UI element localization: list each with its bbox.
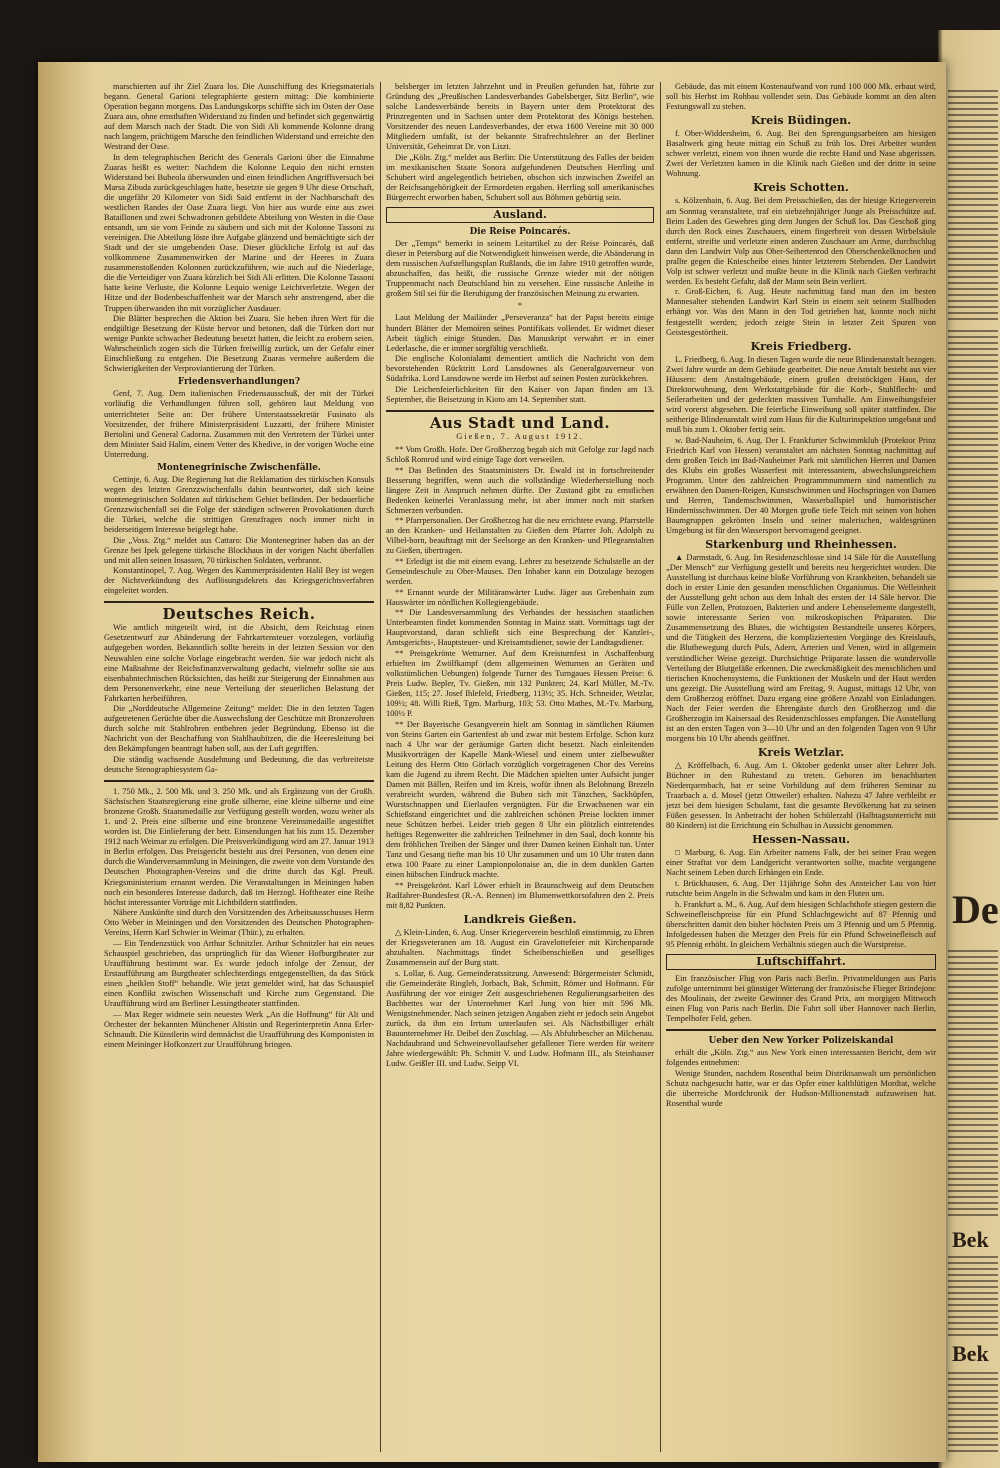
article-paragraph: L. Friedberg, 6. Aug. In diesen Tagen wurde die neue Blindenanstalt bezogen. Zwei Jahre wurde an dem Gebäude gearbeitet. Die neue Anstalt besteht aus vier Häusern: dem Anstaltsgebäude, einem großen dreistöckigen Haus, der Direktorwohnung, dem Werkstattgebäude für die Korb-, Stuhlflecht- und Seilerarbeiten und der gedeckten massiven Turnhalle. Am Einweihungsfeier wird vorerst abgesehen. Die feierliche Einweihung soll später stattfinden. Die seitherige Blindenanstalt wird zum Haus für die Kulturinspektion umgebaut und muß bis zum 1. Oktober fertig sein.	[666, 354, 936, 434]
article-paragraph: Nähere Auskünfte sind durch den Vorsitzenden des Arbeitsausschusses Herrn Otto Weber in Meiningen und den Vorsitzenden des Deutschen Photographen-Vereins, Herrn Karl Schwier in Weimar (Thür.), zu erhalten.	[104, 908, 374, 938]
adjacent-page-text-block	[948, 1256, 998, 1336]
section-rule	[666, 1029, 936, 1031]
adjacent-page-text-block	[948, 590, 998, 820]
adjacent-page-text-block	[948, 1372, 998, 1452]
article-paragraph: Die englische Kolonialamt dementiert amtlich die Nachricht von dem bevorstehenden Rücktritt Lord Lansdownes als Generalgouverneur von Südafrika. Lord Lansdowne werde im Herbst auf seinen Posten zurückkehren.	[386, 354, 654, 384]
region-heading: Landkreis Gießen.	[463, 913, 577, 927]
article-paragraph: In dem telegraphischen Bericht des Generals Garioni über die Einnahme Zuaras heißt es weiter: Nachdem die Kolonne Lequio den nicht ernsten Widerstand bei Bubeola überwunden und einen feindlichen Angriffsversuch bei Marsa Zibuda zurückgeschlagen hatte, besetzte sie gegen 9 Uhr diese Ortschaft, die ungefähr 20 Kilometer von Sidi Said entfernt in der Nachbarschaft des westlichen Randes der Oase Zuara liegt. Von hier aus wurde eine aus zwei Bataillonen und zwei Schwadronen gebildete Abteilung von Westen in die Oase entsandt, um sie vom Feinde zu säubern und sich mit der Kolonne Tassoni zu vereinigen. Die Abteilung löste ihre Aufgabe glänzend und bemächtigte sich der Stadt und der sie umgebenden Oase. Dieser glückliche Erfolg ist auf das vollkommene Zusammenwirken der Marine und der Heeres in Zuara zusammenstoßenden Kolonnen zurückzuführen, wie auch auf die Niederlage, die die Verteidiger von Zuara kürzlich bei Sidi Ali erlitten. Die Kolonne Tassoni hatte keine Verluste, die Kolonne Lequio wenige Leichtverletzte. Wegen der Hitze und der Bodenbeschaffenheit war der Marsch sehr anstrengend, aber die Truppen überwanden ihn mit vorzüglicher Ausdauer.	[104, 152, 374, 313]
article-paragraph: ** Vom Großh. Hofe. Der Großherzog begab sich mit Gefolge zur Jagd nach Schloß Romrod und wird einige Tage dort verweilen.	[386, 445, 654, 465]
article-heading: Die Reise Poincarés.	[469, 227, 571, 238]
region-heading: Kreis Wetzlar.	[757, 745, 845, 759]
adjacent-page-text-block	[948, 90, 998, 320]
article-paragraph: ** Pfarrpersonalien. Der Großherzog hat die neu errichtete evang. Pfarrstelle an den Kranken- und Heilanstalten zu Gießen dem Pfarrer Joh. Adolph zu Vilbel-born, beauftragt mit der Seelsorge an den Kranken- und Pflegeanstalten zu Gießen, übertragen.	[386, 516, 654, 556]
section-heading: Deutsches Reich.	[162, 605, 316, 624]
article-paragraph: belsberger im letzten Jahrzehnt und in Preußen gefunden hat, führte zur Gründung des „Preußischen Landesverbandes Gabelsberger, Sitz Berlin“, wie solche Landesverbände bereits in Bayern unter dem Protektorat des Prinzregenten und in Sachsen unter dem Protektorat des Königs bestehen. Vorsitzender des neuen Landesverbandes, der etwa 1600 Vereine mit 30 000 Mitgliedern umfaßt, ist der bekannte Strafrechtslehrer an der Berliner Universität, Geheimrat Dr. von Liszt.	[386, 82, 654, 152]
column-3	[666, 82, 936, 1452]
article-paragraph: Laut Meldung der Mailänder „Perseveranza“ hat der Papst bereits einige hundert Blätter der Memoiren seines Pontifikats vollendet. Er widmet dieser Arbeit täglich einige Stunden. Das Manuskript verwahrt er in einer Lederlasche, die er immer sorgfältig verschließt.	[386, 313, 654, 353]
article-paragraph: Die ständig wachsende Ausdehnung und Bedeutung, die das verbreitetste deutsche Stenographiesystem Ga-	[104, 755, 374, 775]
column-divider	[380, 82, 381, 1452]
article-paragraph: Die „Norddeutsche Allgemeine Zeitung“ meldet: Die in den letzten Tagen aufgetretenen Gerüchte über die Auswechslung der Geschütze mit Bronzerohren durch solche mit Stahlrohren entbehren jeder Begründung. Ebenso ist die Nachricht von der Beschaffung von Stahlhaubitzen, die die Heeresleitung bei den Bekämpfungen beantragt haben soll, aus der Luft gegriffen.	[104, 704, 374, 754]
article-paragraph: f. Ober-Widdersheim, 6. Aug. Bei den Sprengungsarbeiten am hiesigen Basaltwerk ging heute mittag ein Schuß zu früh los. Drei Arbeiter wurden schwer verletzt, einem von ihnen wurde die rechte Hand und Nase abgerissen. Zwei der Verletzten kamen in die Klinik nach Gießen und der dritte in seine Wohnung.	[666, 129, 936, 179]
section-rule	[386, 410, 654, 412]
article-paragraph: Ein französischer Flug von Paris nach Berlin. Privatmeldungen aus Paris zufolge unternimmt bei günstiger Witterung der französische Flieger Brindejonc des Moulinais, der zweite Gewinner des Grand Prix, am morgigen Mittwoch einen Flug von Paris nach Berlin. Die Fahrt soll über Hannover nach Berlin, Tempelhofer Feld, gehen.	[666, 973, 936, 1024]
article-paragraph: Wenige Stunden, nachdem Rosenthal beim Distriktsanwalt um persönlichen Schutz nachgesucht hatte, war er das Opfer einer kaltblütigen Mordtat, welche die überreiche Mordchronik der Hudson-Millionenstadt aufzuweisen hat. Rosenthal wurde	[666, 1068, 936, 1108]
region-heading: Kreis Büdingen.	[750, 114, 852, 128]
article-paragraph: ** Erledigt ist die mit einem evang. Lehrer zu besetzende Schulstelle an der Gemeindeschule zu Ober-Mauses. Den Inhaber kann ein Dotzulage bezogen werden.	[386, 557, 654, 587]
boxed-section-heading: Luftschiffahrt.	[666, 954, 936, 970]
article-paragraph: s. Kölzenhain, 6. Aug. Bei dem Preisschießen, das der hiesige Kriegerverein am Sonntag veranstaltete, traf ein siebzehnjähriger Junge als Preisschütze auf. Beim Laden des Gewehres ging dem Jungen der Schuß los. Das Geschoß ging durch den Rock eines Zuschauers, einem fingerbreit von dessen Wirbelsäule entfernt, streifte und verletzte einen anderen Zuschauer am Arme, durchschlug dann den Landwirt Volp aus Ober-Seibertenrod den Oberschenkelknochen und prallte gegen die Kniescheibe eines hinter letzterem Stehenden. Der Landwirt Volp ist schwer verletzt und mußte heute in die Klinik nach Gießen verbracht werden. Es besteht Gefahr, daß der Mann sein Bein verliert.	[666, 196, 936, 286]
region-heading: Hessen-Nassau.	[752, 833, 850, 847]
article-paragraph: — Max Reger widmete sein neuestes Werk „An die Hoffnung“ für Alt und Orchester der bekannten Münchener Altistin und Regerinterpretin Anna Erler-Schnaudt. Die Künstlerin wird demnächst die Uraufführung des Komponisten in einem Meininger Hofkonzert zur Uraufführung bringen.	[104, 1009, 374, 1049]
page-binding-shadow	[38, 62, 90, 1462]
article-paragraph: Wie amtlich mitgeteilt wird, ist die Absicht, dem Reichstag einen Gesetzentwurf zur Abänderung der Fahrkartensteuer vorzulegen, vorläufig aufgegeben worden. Bekanntlich sollte bereits in der letzten Session vor den Neuwahlen eine solche Vorlage eingebracht werden. Sie war jedoch nicht als eine Maßnahme der Reichsfinanzverwaltung gedacht, vielmehr sollte sie aus eisenbahntechnischen Rücksichten, das heißt zur Steigerung der Einnahmen aus dem Personenverkehr, eine neue Verteilung der steuerlichen Belastung der Fahrkarten herbeiführen.	[104, 623, 374, 703]
article-paragraph: 1. 750 Mk., 2. 500 Mk. und 3. 250 Mk. und als Ergänzung von der Großh. Sächsischen Staatsregierung eine große silberne, eine kleine silberne und eine bronzene Großh. Staatsmedaille zur Verfügung gestellt worden, wozu weiter als 1. und 2. Preis eine silberne und eine bronzene Vereinsmedaille angestiftet worden ist. Die Einlieferung der betr. Einsendungen hat bis zum 15. Dezember 1912 nach Weimar zu erfolgen. Die Preisverkündigung wird am 27. Januar 1913 in Berlin erfolgen. Das Preisgericht besteht aus drei Personen, von denen eine durch die Wanderversammlung in Meiningen, die zweite von dem Vorstande des Deutschen Photographen-Vereins und die dritte durch das Kgl. Preuß. Kriegsministerium ernannt werden. Die Veranstaltungen in Meiningen haben noch ein besonderes Interesse dadurch, daß im Herzogl. Hoftheater eine Reihe höchst interessanter Vorträge mit Lichtbildern stattfinden.	[104, 787, 374, 907]
article-heading: Ueber den New Yorker Polizeiskandal	[708, 1036, 894, 1047]
region-heading: Kreis Friedberg.	[750, 339, 852, 353]
article-paragraph: ▲ Darmstadt, 6. Aug. Im Residenzschlosse sind 14 Säle für die Ausstellung „Der Mensch“ zur Verfügung gestellt und bereits neu hergerichtet worden. Die Ausstellung ist durchaus keine bloße Vorführung von Krankheiten, behandelt sie doch in erster Linie den gesunden menschlichen Organismus. Die Welleinheit der Ausstellung geht schon aus dem Inhalt des ersten der 14 Säle hervor. Die Fülle von Zellen, Protozoen, Bakterien und andere Lebenselemente dargestellt, sowie interessante Serien von mikroskopischen Präparaten. Die Zusammensetzung des Blutes, die wichtigsten Bestandteile unseres Körpers, und die Tätigkeit des Herzens, die kompliziertesten Vorgänge des Kreislaufs, die Blutbewegung durch Puls, Adern, Arterien und Venen, wird in allgemein verständlicher Weise gezeigt. Durchsichtige Präparate lassen die wundervolle Verteilung der Blutgefäße erkennen. Die zweckmäßigkeit des menschlichen und tierischen Knochensystems, die Funktionen der Muskeln und der Haut werden uns gezeigt. Die Ausstellung wird am Freitag, 9. August, mittags 12 Uhr, von dem Großherzog eröffnet. Dazu ergang eine größere Anzahl von Einladungen. Nach der Feier werden die Ehrengäste durch den Großherzog und die Großherzogin im Kaisersaal des Residenzschlosses empfangen. Die Ausstellung ist an den ersten Tagen von 3—10 Uhr und an den folgenden Tagen von 9 Uhr morgens bis 10 Uhr abends geöffnet.	[666, 553, 936, 743]
article-paragraph: Konstantinopel, 7. Aug. Wegen des Kammerpräsidenten Halil Bey ist wegen der Nichtverkündung des Auflösungsdekrets das Kriegsgerichtsverfahren eingeleitet worden.	[104, 566, 374, 596]
article-paragraph: △ Kröffelbach, 6. Aug. Am 1. Oktober gedenkt unser alter Lehrer Joh. Büchner in den Ruhestand zu treten. Geboren im benachbarten Niederquembach, hat er seine Vorbildung auf dem früheren Seminar zu Traarbach a. d. Mosel (jetzt Ottweiler) erhalten. Nahezu 47 Jahre verbleibt er jetzt bei dem hiesigen Schulamt, fast die gesamte Bevölkerung hat zu seinen Füßen gesessen. In Anbetracht der hohen Schülerzahl (Halbtagsunterricht mit 80 Kindern) ist die Errichtung ein Schulbau in Aussicht genommen.	[666, 761, 936, 831]
article-paragraph: r. Groß-Eichen, 6. Aug. Heute nachmittag fand man den im besten Mannesalter stehenden Landwirt Karl Stein in einem seit seinem Stallboden erhängt vor. Was den Mann in den Tod getrieben hat, konnte noch nicht festgestellt werden; jedoch zeigte Stein in letzter Zeit Spuren von Geistesgestörtheit.	[666, 287, 936, 337]
article-paragraph: t. Brückhausen, 6. Aug. Der 11jährige Sohn des Ansteicher Lau von hier rutschte beim Angeln in die Schwalm und kam in den Fluten um.	[666, 879, 936, 899]
article-paragraph: Die „Köln. Ztg.“ meldet aus Berlin: Die Unterstützung des Falles der beiden im mexikanischen Staate Sonora aufgefundenen Deutschen Herrling und Schubert wird angelegentlich betrieben, obschon sich inzwischen Zweifel an der Reichsangehörigkeit der Ermordeten ergaben. Herrling soll amerikanisches Bürgerrecht erworben haben, Schubert soll aus Böhmen gebürtig sein.	[386, 152, 654, 203]
article-heading: Friedensverhandlungen?	[177, 377, 301, 388]
article-paragraph: s. Lollar, 6. Aug. Gemeinderatssitzung. Anwesend: Bürgermeister Schmidt, die Gemeinderäte Ringleb, Jorbach, Bak, Schmitt, Römer und Hofmann. Für Ausführung der vor einiger Zeit ausgeschriebenen Regulierungsarbeiten des Bachbettes war der Unternehmer Karl Jung von hier mit 596 Mk. Wenigstnehmender. Nach seinen jetzigen Angaben zieht er jedoch sein Angebot zurück, da ihm ein Irrtum unterlaufen sei. Als Nächstbilliger erhält Bauunternehmer Hr. Deibel den Zuschlag. — Als Abfuhrbescher an Milchenau. Nachdaubrand und Schweinevollaufseher gefallener Tiere werden für weitere Jahre wiedergewählt: Ph. Schmitt V. und Ludw. Hofmann III., als Steinhauser Ludw. Geißler III. und Ludw. Seipp VI.	[386, 968, 654, 1069]
article-paragraph: ** Der Bayerische Gesangverein hielt am Sonntag in sämtlichen Räumen von Steins Garten ein Gartenfest ab und zwar mit bestem Erfolge. Schon kurz nach 4 Uhr war der geräumige Garten dicht besetzt. Nach einleitenden Musikvorträgen der Kapelle Mank-Wiesel und einem unter zielbewußter Leitung des Herrn Otto Görlach vorzüglich vorgetragenen Chor des Vereins kam die Jugend zu ihrem Recht. Die Mädchen spielten unter Aufsicht junger Damen mit Bällen, Reifen und im Kreis, wofür ihnen als Belohnung Brezeln verabreicht wurden, während die Buben sich mit Tänzchen, Sackhüpfen, Wurstschnappen und Eierlaufen vergnügten. Für die Erwachsenen war ein Schießstand eingerichtet und die zahlreichen schönen Preise lockten immer neue Schützen herbei. Leider trieb gegen 8 Uhr ein plötzlich eintretendes heftiges Regenwetter die zahlreichen Teilnehmer in den Saal, doch konnte bis dem fröhlichen Treiben der Sänger und ihrer Damen keinen Einhalt tun. Unter Tanz und Gesang tiefte man bis 10 Uhr zusammen und um 10 Uhr traten dann etwa 100 Paare zu einer Lampionpolonaise an, die in dem dunklen Garten einen hübschen Eindruck machte.	[386, 719, 654, 880]
article-paragraph: △ Klein-Linden, 6. Aug. Unser Kriegerverein beschloß einstimmig, zu Ehren der Kriegsveteranen am 18. August ein Gravelottefeier mit Kirchenparade abzuhalten. Nachmittags findet Scheibenschießen und geselliges Zusammensein auf der Burg statt.	[386, 928, 654, 968]
boxed-section-heading: Ausland.	[386, 207, 654, 223]
section-rule	[104, 780, 374, 782]
article-paragraph: erhält die „Köln. Ztg.“ aus New York einen interessanten Bericht, dem wir folgendes entnehmen:	[666, 1048, 936, 1068]
section-heading: Aus Stadt und Land.	[429, 413, 611, 432]
article-paragraph: ** Preisgekrönt. Karl Löwer erhielt in Braunschweig auf dem Deutschen Radfahrer-Bundesfest (R.-A. Rennen) im Blumenwettkorsofahren den 2. Preis mit 8,82 Punkten.	[386, 881, 654, 911]
article-heading: Montenegrinische Zwischenfälle.	[157, 462, 321, 473]
article-paragraph: ** Ernannt wurde der Militäranwärter Ludw. Jäger aus Grebenhain zum Hauswärter im nördlichen Kollegiengebäude.	[386, 587, 654, 607]
article-paragraph: Genf, 7. Aug. Dem italienischen Friedensausschuß, der mit der Türkei vorläufig die Verhandlungen führen soll, gehören laut Meldung von unterrichteter Seite an: Der frühere Unterstaatssekretär Fusinato als Vorsitzender, der frühere Ministerpräsident Luzzatti, der frühere Minister Bertolini und General Cadorna. Zusammen mit den Vertretern der Türkei unter dem Minister Said Halim, einem Vetter des Khedive, in der vorigen Woche eine Unterredung.	[104, 389, 374, 459]
article-paragraph: Die Blätter besprechen die Aktion bei Zuara. Sie heben ihren Wert für die endgültige Besetzung der Küste hervor und betonen, daß die Türken dort nur wenige Punkte schwacher Bedeutung besetzt hatten, die leicht zu erobern seien. Wahrscheinlich zogen sich die Türken freiwillig zurück, um der Gefahr einer Einschließung zu entgehen. Die Besetzung Zuaras vermehre außerdem die Schwierigkeiten der Verproviantierung der Türken.	[104, 314, 374, 374]
article-paragraph: Gebäude, das mit einem Kostenaufwand von rund 100 000 Mk. erbaut wird, soll bis Herbst im Rohbau vollendet sein. Das Gebäude kommt an den alten Festungswall zu stehen.	[666, 82, 936, 112]
article-paragraph: marschierten auf ihr Ziel Zuara los. Die Ausschiffung des Kriegsmaterials begann. General Garioni telegraphierte gestern mittag: Die kombinierte Operation begann morgens. Das Landungskorps schiffte sich im Osten der Oase Zuara aus, ohne ernsthaften Widerstand zu finden und befindet sich gegenwärtig auf dem Marsch nach der Stadt. Die von Sidi Ali kommende Kolonne drang nach langem, prächtigem Marsche den feindlichen Widerstand und erreichte den Westrand der Oase.	[104, 82, 374, 152]
separator-star: *	[517, 301, 523, 311]
adjacent-page-subheading: Bek	[952, 1227, 989, 1252]
article-paragraph: Die „Voss. Ztg.“ meldet aus Cattaro: Die Montenegriner haben das an der Grenze bei Ipek gelegene türkische Blockhaus in der vorigen Nacht überfallen und mit allen seinen Insassen, 70 türkischen Soldaten, verbrannt.	[104, 535, 374, 565]
article-paragraph: h. Frankfurt a. M., 6. Aug. Auf dem hiesigen Schlachthofe stiegen gestern die Schweinefleischpreise für ein Pfund Schlachtgewicht auf 87 Pfennig und überschritten damit den bisher höchsten Preis um 3 Pfennig und um 5 Pfennig. Infolgedessen haben die Metzger den Preis für ein Pfund Schweinefleisch auf 95 Pfennig erhöht. In gleichem Verhältnis stiegen auch die Wurstpreise.	[666, 899, 936, 949]
column-2	[386, 82, 654, 1452]
adjacent-page-text-block	[948, 330, 998, 580]
article-paragraph: ** Die Landesversammlung des Verbandes der hessischen staatlichen Unterbeamten findet kommenden Sonntag in Mainz statt. Vormittags tagt der Hauptvorstand, daran schließt sich eine Besprechung der Kanzlei-, Amtsgerichts-, Hauptsteuer- und Kreisamtsdiener, sowie der Landtagsdiener.	[386, 608, 654, 648]
article-paragraph: Die Leichenfeierlichkeiten für den Kaiser von Japan finden am 13. September, die Beisetzung in Kioto am 14. September statt.	[386, 384, 654, 404]
article-paragraph: w. Bad-Nauheim, 6. Aug. Der I. Frankfurter Schwimmklub (Protektor Prinz Friedrich Karl von Hessen) veranstaltet am nächsten Sonntag nachmittag auf dem großen Teich im Bad-Nauheimer Park mit sämtlichen Herren und Damen des Klubs ein großes Wasserfest mit interessantem, abwechslungsreichem Programm. Unter den zahlreichen Programmnummern sind namentlich zu erwähnen den Damen-Reigen, Kunstschwimmen und Hochspringen von Damen und Herren, Tandemschwimmen, Wasserballspiel und humoristischer Hindernisschwimmen. Der 40 Morgen große tiefe Teich mit seinen von hohen Baumgruppen gekrönten Inseln und seiner malerischen, waldesgrünen Umgebung ist für den Wassersport hervorragend geeignet.	[666, 435, 936, 535]
region-heading: Kreis Schotten.	[753, 181, 849, 195]
article-paragraph: ** Das Befinden des Staatsministers Dr. Ewald ist in fortschreitender Besserung begriffen, wenn auch die vollständige Wiederherstellung noch längere Zeit in Anspruch nehmen dürfte. Der Zustand gibt zu ernstlichen Bedenken keinerlei Veranlassung mehr, ist aber immer noch mit starken Schmerzen verbunden.	[386, 465, 654, 515]
adjacent-page-text-block	[948, 950, 998, 1220]
adjacent-page-heading: De	[952, 887, 999, 932]
article-paragraph: ** Preisgekrönte Wetturner. Auf dem Kreisturnfest in Aschaffenburg erhielten im Zwölfkampf (dem allgemeinen Wetturnen an Geräten und volkstümlichen Uebungen) folgende Turner des Turngaues Hessen Preise: 6. Preis Ludw. Bepler, Tv. Gießen, mit 132 Punkten; 24. Karl Müller, M.-Tv. Gießen, 115; 27. Josef Ihlefeld, Friedberg, 113½; 35. Hch. Schneider, Wetzlar, 109½; 48. Willi Rieß, Tgm. Marburg, 103; 53. Otto Mathes, M.-Tv. Marburg, 100½ P.	[386, 648, 654, 719]
adjacent-page-subheading: Bek	[952, 1341, 989, 1366]
adjacent-page-edge	[938, 30, 1000, 1468]
section-rule	[104, 601, 374, 603]
newspaper-page	[38, 62, 946, 1462]
column-divider	[660, 82, 661, 1452]
dateline: Gießen, 7. August 1912.	[456, 431, 584, 441]
article-paragraph: □ Marburg, 6. Aug. Ein Arbeiter namens Falk, der bei seiner Frau wegen einer Straftat vor dem Landgericht verantworten sollte, machte vergangene Nacht seinem Leben durch Erhängen ein Ende.	[666, 848, 936, 878]
article-paragraph: Der „Temps“ bemerkt in seinem Leitartikel zu der Reise Poincarés, daß dieser in Petersburg auf die Notwendigkeit hinweisen werde, die Abänderung in dem russischen Aufstellungsplan Rußlands, die im Jahre 1910 getroffen wurde, abzuschaffen, das heißt, die russische Grenze wieder mit der nötigen Truppenmacht nach Deutschland hin zu versehen. Eine russische Anleihe in großem Stil sei für die Beruhigung der französischen Meinung zu erwarten.	[386, 239, 654, 299]
column-1	[104, 82, 374, 1452]
article-paragraph: — Ein Tendenzstück von Arthur Schnitzler. Arthur Schnitzler hat ein neues Schauspiel geschrieben, das ursprünglich für das Wiener Hofburgtheater zur Uraufführung bestimmt war. Es wurde jedoch infolge der Zensur, der Erstaufführung am Burgtheater schlechterdings entgegenstellten, da das Stück einen „heiklen Stoff“ behandle. Wie jetzt gemeldet wird, hat das Schauspiel einen Konflikt zwischen Wissenschaft und Kirche zum Gegenstand. Die Uraufführung wird am Berliner Lessingtheater stattfinden.	[104, 938, 374, 1009]
region-heading: Starkenburg und Rheinhessen.	[705, 538, 897, 552]
article-paragraph: Cettinje, 6. Aug. Die Regierung hat die Reklamation des türkischen Konsuls wegen des letzten Grenzzwischenfalls dahin beantwortet, daß sich keine montenegrinischen Soldaten auf türkischem Gebiet befänden. Der bedauerliche Grenzzwischenfall sei die Folge der ständigen schweren Provokationen durch die Türkei, welche die strittigen Grenzfragen noch immer nicht in beiderseitigem Interesse beigelegt habe.	[104, 474, 374, 535]
